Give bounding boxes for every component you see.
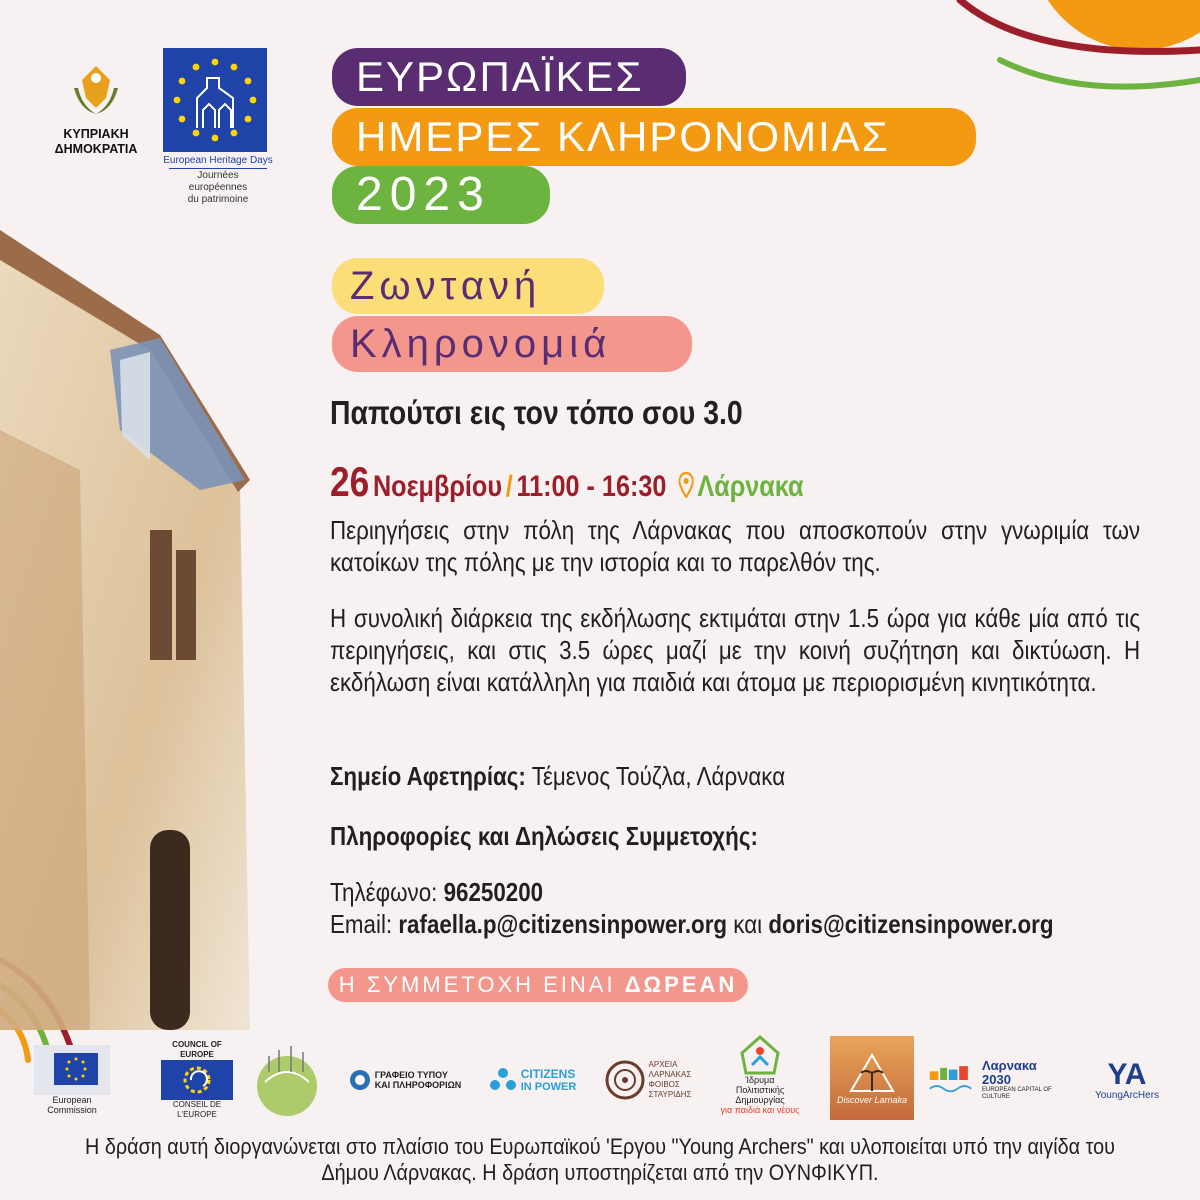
young-archers-logo xyxy=(1082,1040,1172,1120)
citizens-in-power-logo xyxy=(482,1040,582,1120)
theme-line2-pill: Κληρονομιά xyxy=(332,316,692,372)
cyprus-label-line2: ΔΗΜΟΚΡΑΤΙΑ xyxy=(54,142,138,156)
cultural-foundation-logo xyxy=(708,1022,812,1128)
free-bold: ΔΩΡΕΑΝ xyxy=(624,972,738,997)
coe-top-label: COUNCIL OF EUROPE xyxy=(172,1040,222,1059)
ya-mark: YA xyxy=(1107,1058,1147,1091)
foundation-line1: Ίδρυμα xyxy=(745,1075,775,1085)
phone-label: Τηλέφωνο: xyxy=(330,877,438,907)
cip-line1: CITIZENS xyxy=(520,1066,576,1081)
european-commission-logo xyxy=(32,1040,112,1120)
archive-line1: ΑΡΧΕΙΑ xyxy=(648,1060,678,1069)
ec-caption-line1: European xyxy=(52,1095,92,1105)
date-separator: / xyxy=(505,470,513,503)
phone-value[interactable]: 96250200 xyxy=(443,877,544,907)
larnaka-2030-icon xyxy=(928,1060,980,1100)
event-date-row xyxy=(330,458,804,506)
ec-caption-line2: Commission xyxy=(47,1105,97,1115)
larnaka2030-sub: EUROPEAN CAPITAL OF CULTURE xyxy=(982,1087,1052,1100)
ehd-label: European Heritage Days xyxy=(163,155,273,166)
location-pin-icon xyxy=(679,472,694,498)
start-point-row xyxy=(330,760,785,792)
archive-line2: ΛΑΡΝΑΚΑΣ xyxy=(648,1070,692,1079)
cip-line2: IN POWER xyxy=(520,1080,577,1093)
title-line2-pill: ΗΜΕΡΕΣ ΚΛΗΡΟΝΟΜΙΑΣ xyxy=(332,108,976,166)
larnaka2030-title: Λαρνακα xyxy=(982,1058,1037,1073)
arc-green-top xyxy=(1000,60,1200,87)
foundation-line3: Δημιουργίας xyxy=(735,1095,785,1105)
phone-row xyxy=(330,876,543,908)
municipality-icon xyxy=(249,1042,325,1118)
theme-line1-pill: Ζωντανή xyxy=(332,258,604,314)
citizens-in-power-icon xyxy=(488,1065,518,1095)
foundation-icon xyxy=(740,1035,780,1075)
start-point-value: Τέμενος Τούζλα, Λάρνακα xyxy=(531,761,786,791)
start-point-label: Σημείο Αφετηρίας: xyxy=(330,761,526,791)
council-of-europe-logo xyxy=(158,1040,236,1120)
email-link-2[interactable]: doris@citizensinpower.org xyxy=(768,909,1054,939)
cyprus-emblem-icon xyxy=(66,58,126,118)
arc-red-top xyxy=(960,0,1200,51)
ya-label: YoungArcHers xyxy=(1094,1090,1160,1101)
event-month: Νοεμβρίου xyxy=(372,470,502,503)
foundation-line4: για παιδιά και νέους xyxy=(720,1105,800,1115)
building-illustration xyxy=(0,230,320,1030)
archives-icon xyxy=(605,1060,645,1100)
free-participation-badge xyxy=(328,968,748,1002)
larnaka2030-year: 2030 xyxy=(982,1072,1011,1087)
email-and: και xyxy=(733,909,763,939)
sun-circle xyxy=(1030,0,1200,50)
archive-line4: ΣΤΑΥΡΙΔΗΣ xyxy=(648,1090,692,1099)
ehd-label-fr-line1: Journées européennes xyxy=(169,168,267,194)
larnaka-archives-logo xyxy=(594,1040,702,1120)
archive-line3: ΦΟΙΒΟΣ xyxy=(648,1080,680,1089)
european-heritage-days-logo xyxy=(163,48,273,206)
coe-bottom-label: CONSEIL DE L'EUROPE xyxy=(172,1100,222,1119)
european-commission-icon xyxy=(34,1045,110,1095)
event-time: 11:00 - 16:30 xyxy=(516,470,667,503)
press-office-icon xyxy=(349,1069,371,1091)
foundation-line2: Πολιτιστικής xyxy=(735,1085,785,1095)
municipality-logo xyxy=(247,1040,327,1120)
pio-line2: ΚΑΙ ΠΛΗΡΟΦΟΡΙΩΝ xyxy=(374,1080,462,1090)
event-title: Παπούτσι εις τον τόπο σου 3.0 xyxy=(330,394,743,431)
eu-flag-icon xyxy=(163,48,267,152)
event-day: 26 xyxy=(330,458,370,505)
discover-larnaka-logo xyxy=(830,1036,914,1120)
discover-triangle-icon xyxy=(847,1051,897,1095)
email-row xyxy=(330,908,1054,940)
cyprus-republic-logo xyxy=(46,58,146,157)
event-description-1: Περιηγήσεις στην πόλη της Λάρνακας που αποσκοπούν στην γνωριμία των κατοίκων της πόλης με την ιστορία και το παρελθόν της. xyxy=(330,515,1141,577)
cyprus-label-line1: ΚΥΠΡΙΑΚΗ xyxy=(63,127,129,141)
email-label: Email: xyxy=(330,909,393,939)
year-pill: 2023 xyxy=(332,166,550,224)
press-office-logo xyxy=(346,1040,464,1120)
email-link-1[interactable]: rafaella.p@citizensinpower.org xyxy=(398,909,728,939)
larnaka-2030-logo xyxy=(928,1040,1068,1120)
council-of-europe-icon xyxy=(161,1060,233,1100)
info-heading: Πληροφορίες και Δηλώσεις Συμμετοχής: xyxy=(330,821,758,851)
event-place: Λάρνακα xyxy=(697,470,804,503)
free-text: Η ΣΥΜΜΕΤΟΧΗ ΕΙΝΑΙ xyxy=(338,972,616,997)
ehd-label-fr-line2: du patrimoine xyxy=(187,194,249,205)
footer-note: Η δράση αυτή διοργανώνεται στο πλαίσιο του Ευρωπαϊκού 'Εργου "Young Archers" και υλοποιείται υπό την αιγίδα του Δήμου Λάρνακας. Η δράση υποστηρίζεται από την ΟΥΝΦΙΚΥΠ. xyxy=(85,1134,1115,1185)
discover-label: Discover Larnaka xyxy=(836,1095,908,1105)
pio-line1: ΓΡΑΦΕΙΟ ΤΥΠΟΥ xyxy=(374,1070,448,1080)
event-description-2: Η συνολική διάρκεια της εκδήλωσης εκτιμάται στην 1.5 ώρα για κάθε μία από τις περιηγήσεις, και στις 3.5 ώρες μαζί με την κοινή συζήτηση και δικτύωση. Η εκδήλωση είναι κατάλληλη για παιδιά και άτομα με περιορισμένη κινητικότητα. xyxy=(330,603,1141,697)
title-line1-pill: ΕΥΡΩΠΑΪΚΕΣ xyxy=(332,48,686,106)
